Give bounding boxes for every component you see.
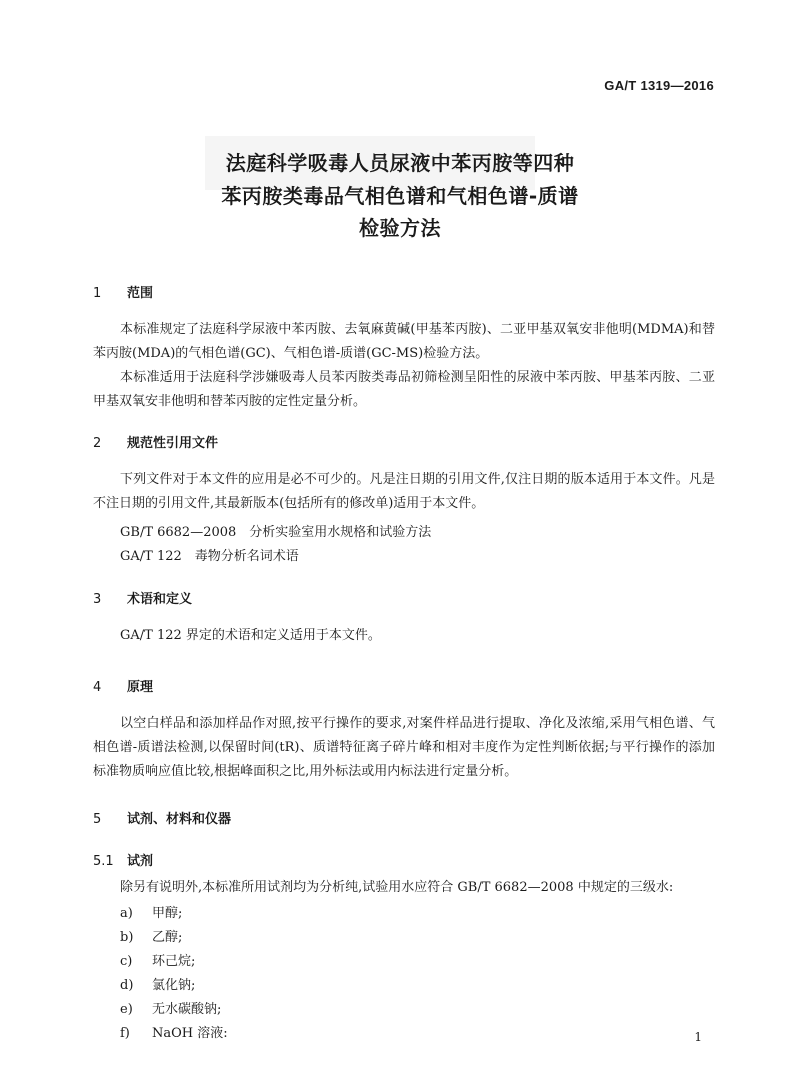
section-heading-scope (93, 282, 153, 301)
list-text: 氯化钠; (152, 978, 196, 993)
section-title: 原理 (127, 680, 154, 695)
section-heading-terms (93, 588, 192, 607)
section-title: 范围 (127, 286, 154, 301)
scope-paragraph-1: 本标准规定了法庭科学尿液中苯丙胺、去氧麻黄碱(甲基苯丙胺)、二亚甲基双氧安非他明(MDMA)和替苯丙胺(MDA)的气相色谱(GC)、气相色谱-质谱(GC-MS)检验方法。 (93, 322, 715, 361)
section-number: 1 (93, 286, 102, 301)
list-text: 乙醇; (152, 930, 183, 945)
standard-code: GA/T 1319—2016 (604, 78, 714, 93)
subsection-heading-reagents (93, 850, 153, 869)
page-number: 1 (694, 1030, 702, 1044)
reference-gbt-6682: GB/T 6682—2008 分析实验室用水规格和试验方法 (120, 525, 432, 540)
section-title: 试剂、材料和仪器 (127, 812, 232, 827)
section-heading-principle (93, 676, 153, 695)
list-item (120, 902, 182, 921)
subsection-number: 5.1 (93, 854, 114, 869)
list-item (120, 998, 221, 1017)
principle-paragraph: 以空白样品和添加样品作对照,按平行操作的要求,对案件样品进行提取、净化及浓缩,采用气相色谱、气相色谱-质谱法检测,以保留时间(tR)、质谱特征离子碎片峰和相对丰度作为定性判断依据;与平行操作的添加标准物质响应值比较,根据峰面积之比,用外标法或用内标法进行定量分析。 (93, 716, 715, 779)
list-text: 甲醇; (152, 906, 183, 921)
section-heading-reagents (93, 808, 231, 827)
subsection-title: 试剂 (127, 854, 154, 869)
section-number: 5 (93, 812, 102, 827)
title-line-2: 苯丙胺类毒品气相色谱和气相色谱-质谱 (221, 184, 579, 208)
list-label: b) (120, 930, 134, 945)
scope-paragraph-2: 本标准适用于法庭科学涉嫌吸毒人员苯丙胺类毒品初筛检测呈阳性的尿液中苯丙胺、甲基苯丙胺、二亚甲基双氧安非他明和替苯丙胺的定性定量分析。 (93, 370, 715, 409)
section-number: 2 (93, 436, 102, 451)
list-item (120, 1022, 228, 1041)
normative-paragraph: 下列文件对于本文件的应用是必不可少的。凡是注日期的引用文件,仅注日期的版本适用于本文件。凡是不注日期的引用文件,其最新版本(包括所有的修改单)适用于本文件。 (93, 472, 715, 511)
list-text: 无水碳酸钠; (152, 1002, 222, 1017)
list-label: e) (120, 1002, 133, 1017)
section-number: 4 (93, 680, 102, 695)
list-text: NaOH 溶液: (152, 1026, 228, 1041)
reagents-intro: 除另有说明外,本标准所用试剂均为分析纯,试验用水应符合 GB/T 6682—2008 中规定的三级水: (120, 880, 674, 895)
section-number: 3 (93, 592, 102, 607)
list-label: f) (120, 1026, 130, 1041)
list-item (120, 974, 195, 993)
section-heading-normative (93, 432, 218, 451)
terms-paragraph: GA/T 122 界定的术语和定义适用于本文件。 (120, 628, 381, 643)
list-label: a) (120, 906, 133, 921)
list-label: c) (120, 954, 133, 969)
list-item (120, 950, 195, 969)
section-title: 规范性引用文件 (127, 436, 219, 451)
list-text: 环己烷; (152, 954, 196, 969)
title-line-3: 检验方法 (359, 216, 441, 240)
reference-gat-122: GA/T 122 毒物分析名词术语 (120, 549, 299, 564)
section-title: 术语和定义 (127, 592, 193, 607)
title-line-1: 法庭科学吸毒人员尿液中苯丙胺等四种 (225, 151, 575, 175)
list-label: d) (120, 978, 134, 993)
list-item (120, 926, 182, 945)
